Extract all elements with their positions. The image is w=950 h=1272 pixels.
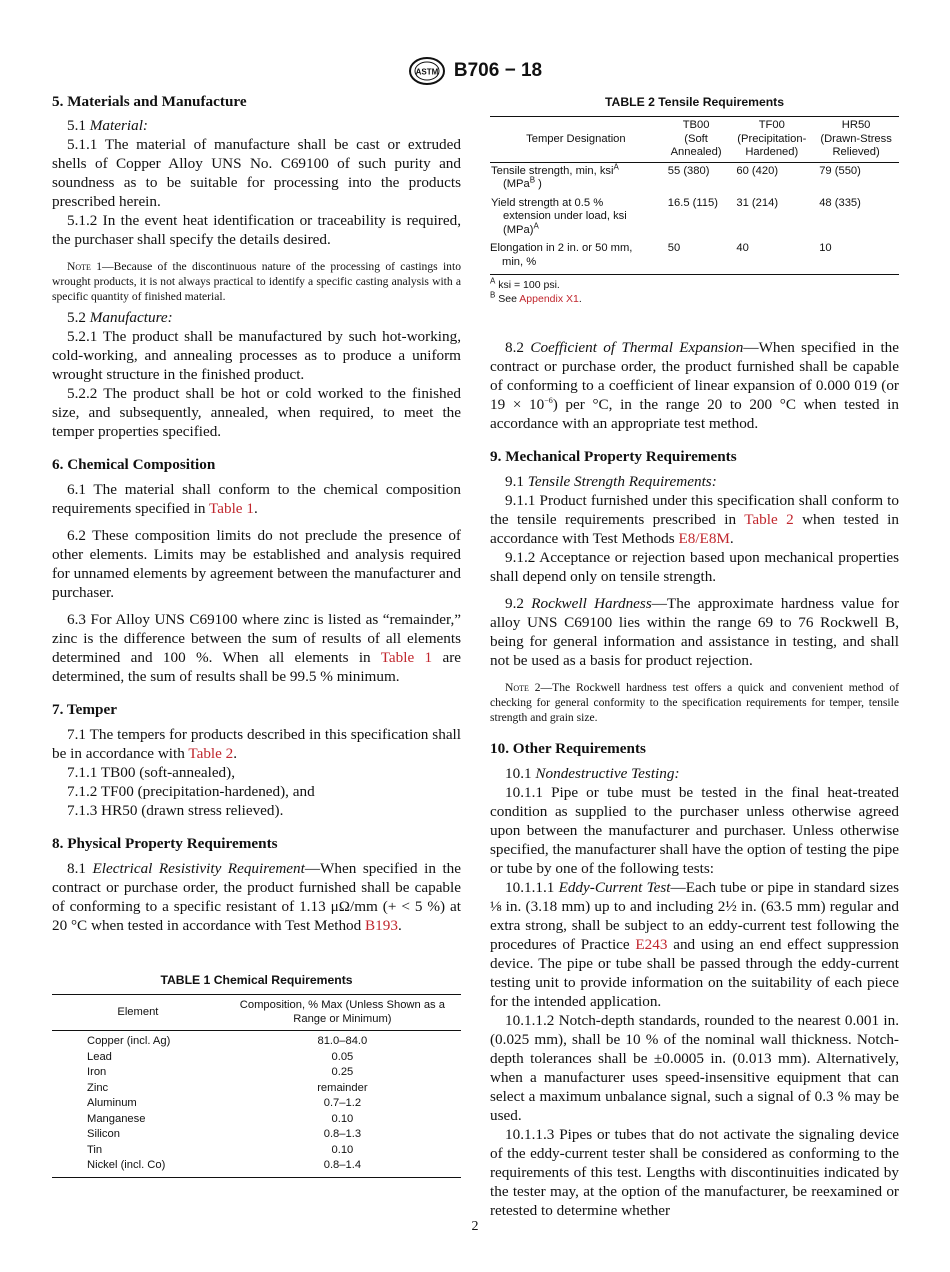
table-2-header-tb00: TB00 (Soft Annealed) [670, 119, 722, 158]
table-2-header-tf00: TF00 (Precipitation- Hardened) [737, 119, 807, 158]
e8-e8m-link[interactable]: E8/E8M [678, 530, 730, 547]
table-1-element: Iron [87, 1066, 107, 1078]
table-1-value: 0.7–1.2 [323, 1097, 362, 1109]
table-1-value: 0.25 [331, 1066, 354, 1078]
table-1-value: 0.05 [331, 1050, 354, 1063]
section-10-1-1: 10.1.1 Pipe or tube must be tested in the final heat-treated condition as supplied to the purchaser unless otherwise agreed upon between the manufacturer and purchaser. Unless otherwise specified, the manufacturer shall have the option of testing the pipe or tube by one of the following tests: [490, 784, 899, 877]
table-1-element: Manganese [87, 1112, 146, 1125]
table-2-row-yield: Yield strength at 0.5 % extension under load, ksi (MPa)$^A$ 16.5 (115) 31 (214) 48 (335) [491, 196, 861, 236]
table-2-footnote-a: $^A$ ksi = 100 psi. [490, 276, 560, 291]
section-9-2: 9.2 Rockwell Hardness—The approximate hardness value for alloy UNS C69100 lies within the range 69 to 76 Rockwell B, being for general information and assistance in testing, and shall not be used as a basis for product rejection. [490, 595, 900, 669]
table-1-value: 0.8–1.4 [323, 1159, 362, 1171]
note-1: Note 1—Because of the discontinuous nature of the processing of castings into wrought products, it is not always practical to identify a specific casting analysis with a specific quantity of finished material. [52, 260, 461, 303]
section-10-1-1-2: 10.1.1.2 Notch-depth standards, rounded to the nearest 0.001 in. (0.025 mm), shall be 10 % of the nominal wall thickness. Notch-depth tolerances shall be ±0.0005 in. (0.013 mm). Alternatively, when a manufacturer uses speed-insensitive equipment that can select a maximum unbalance signal, such a signal of 0.3 % may be used. [490, 1012, 899, 1124]
table-1-value: remainder [317, 1081, 368, 1094]
section-5-2-1: 5.2.1 The product shall be manufactured by such hot-working, cold-working, and annealing processes as to produce a uniform wrought structure in the finished product. [52, 328, 461, 383]
section-7-1-3: 7.1.3 HR50 (drawn stress relieved). [67, 802, 284, 819]
note-2: Note 2—The Rockwell hardness test offers a quick and convenient method of checking for general conformity to the specification requirements for temper, tensile strength and grain size. [490, 681, 899, 724]
section-7-1-1: 7.1.1 TB00 (soft-annealed), [67, 764, 236, 781]
table-1-bottom-rule [52, 1177, 461, 1178]
table-2-link[interactable]: Table 2 [188, 745, 234, 762]
table-2-header-label: Temper Designation [526, 132, 626, 145]
table-1-element: Copper (incl. Ag) [87, 1035, 171, 1047]
page-number: 2 [471, 1219, 479, 1234]
section-8-1: 8.1 Electrical Resistivity Requirement—When specified in the contract or purchase order, the product furnished shall be capable of conforming to a specific resistant of 1.13 μΩ/mm (+ < 5 %) at 20 °C when tested in accordance with Test Method B193. [52, 860, 462, 934]
table-1-element: Lead [87, 1050, 112, 1063]
section-5-2: 5.2 Manufacture: [67, 309, 173, 326]
section-6-heading: 6. Chemical Composition [52, 456, 216, 473]
section-5-2-2: 5.2.2 The product shall be hot or cold worked to the finished size, and subsequently, annealed, when required, to meet the temper properties specified. [52, 385, 461, 440]
section-6-2: 6.2 These composition limits do not preclude the presence of other elements. Limits may be established and analysis required for unnamed elements by agreement between the manufacturer and purchaser. [52, 527, 461, 601]
table-1-value: 81.0–84.0 [317, 1035, 368, 1047]
section-10-heading: 10. Other Requirements [490, 740, 646, 757]
table-1-element: Aluminum [87, 1097, 137, 1109]
page-header [0, 56, 950, 86]
table-2-header-hr50: HR50 (Drawn-Stress Relieved) [820, 119, 892, 158]
section-10-1: 10.1 Nondestructive Testing: [505, 765, 680, 782]
e243-link[interactable]: E243 [635, 936, 668, 953]
document-designation: B706 − 18 [453, 60, 543, 81]
section-8-heading: 8. Physical Property Requirements [52, 835, 278, 852]
table-2-caption: TABLE 2 Tensile Requirements [604, 95, 784, 109]
section-10-1-1-1: 10.1.1.1 Eddy-Current Test—Each tube or pipe in standard sizes ⅛ in. (3.18 mm) up to and including 2½ in. (63.5 mm) regular and extra strong, shall be subject to an eddy-current test following the procedures of Practice E243 and using an end effect suppression device. The pipe or tube shall be passed through the eddy-current testing unit to provide information on the suitability of each piece for the intended application. [490, 879, 899, 1010]
section-10-1-1-3: 10.1.1.3 Pipes or tubes that do not activate the signaling device of the eddy-current tester shall be considered as conforming to the requirements of this test. Lengths with discontinuities indicated by the tester may, at the option of the manufacturer, be reexamined or retested to determine whether [490, 1126, 899, 1219]
section-7-heading: 7. Temper [52, 701, 117, 718]
table-1-row [52, 1096, 461, 1112]
table-1-value: 0.8–1.3 [323, 1128, 362, 1140]
section-9-1-1: 9.1.1 Product furnished under this specification shall conform to the tensile requirements prescribed in Table 2 when tested in accordance with Test Methods E8/E8M. [490, 492, 899, 547]
table-2-row-tensile: Tensile strength, min, ksi$^A$ (MPa$^B$ ) 55 (380) 60 (420) 79 (550) [491, 161, 861, 190]
section-9-1-2: 9.1.2 Acceptance or rejection based upon mechanical properties shall depend only on tensile strength. [490, 549, 899, 585]
table-1-link[interactable]: Table 1 [380, 649, 433, 666]
table-1-row [52, 1065, 461, 1081]
table-1-row [52, 1031, 461, 1050]
table-2 [490, 93, 899, 306]
table-1-header-composition: Composition, % Max (Unless Shown as a Range or Minimum) [239, 999, 445, 1025]
section-9-heading: 9. Mechanical Property Requirements [490, 448, 737, 465]
left-column [52, 92, 461, 1178]
table-2-footnote-b: $^B$ See Appendix X1. [490, 290, 582, 305]
right-column [490, 92, 899, 1220]
table-1-link[interactable]: Table 1 [209, 500, 254, 517]
section-8-2: 8.2 Coefficient of Thermal Expansion—When specified in the contract or purchase order, the product furnished shall be capable of conforming to a coefficient of linear expansion of 0.000 019 (or $19 \times 10^{-6}$) per °C, in the range 20 to 200 °C when tested in accordance with an appropriate test method. [490, 339, 900, 432]
table-1-header-element: Element [117, 1005, 159, 1018]
section-5-1: 5.1 Material: [67, 117, 148, 134]
section-9-1: 9.1 Tensile Strength Requirements: [505, 473, 717, 490]
section-7-1: 7.1 The tempers for products described in this specification shall be in accordance with Table 2. [52, 726, 461, 762]
table-1-element: Nickel (incl. Co) [87, 1159, 166, 1171]
section-6-3: 6.3 For Alloy UNS C69100 where zinc is listed as “remainder,” zinc is the difference between the sum of results of all elements determined and 100 %. When all elements in Table 1 are determined, the sum of results shall be 99.5 % minimum. [52, 611, 461, 685]
table-2-row-elongation: Elongation in 2 in. or 50 mm, min, % 50 40 10 [490, 238, 899, 275]
section-5-1-2: 5.1.2 In the event heat identification or traceability is required, the purchaser shall specify the details desired. [52, 212, 461, 248]
section-5-1-1: 5.1.1 The material of manufacture shall be cast or extruded shells of Copper Alloy UNS No. C69100 of such purity and soundness as to be suitable for processing into the products prescribed herein. [52, 136, 461, 210]
astm-logo-icon [408, 56, 446, 86]
table-1-row [52, 1127, 461, 1143]
table-1-element: Zinc [87, 1081, 109, 1094]
table-2-link[interactable]: Table 2 [744, 511, 794, 528]
table-1-row [52, 1081, 461, 1097]
table-1-element: Tin [87, 1143, 103, 1156]
table-1-row [52, 1143, 461, 1159]
table-1 [52, 971, 461, 1178]
table-1-value: 0.10 [331, 1112, 354, 1125]
svg-text:ASTM: ASTM [415, 67, 439, 77]
table-1-row [52, 1158, 461, 1174]
appendix-x1-link[interactable]: Appendix X1 [519, 293, 579, 305]
table-1-row [52, 1112, 461, 1128]
table-1-caption: TABLE 1 Chemical Requirements [160, 973, 353, 987]
section-5-heading: 5. Materials and Manufacture [52, 93, 247, 110]
table-1-row [52, 1050, 461, 1066]
table-1-value: 0.10 [331, 1143, 354, 1156]
b193-link[interactable]: B193 [365, 917, 398, 934]
section-7-1-2: 7.1.2 TF00 (precipitation-hardened), and [67, 783, 315, 800]
section-6-1: 6.1 The material shall conform to the chemical composition requirements specified in Table 1. [52, 481, 461, 517]
table-1-element: Silicon [87, 1128, 120, 1140]
